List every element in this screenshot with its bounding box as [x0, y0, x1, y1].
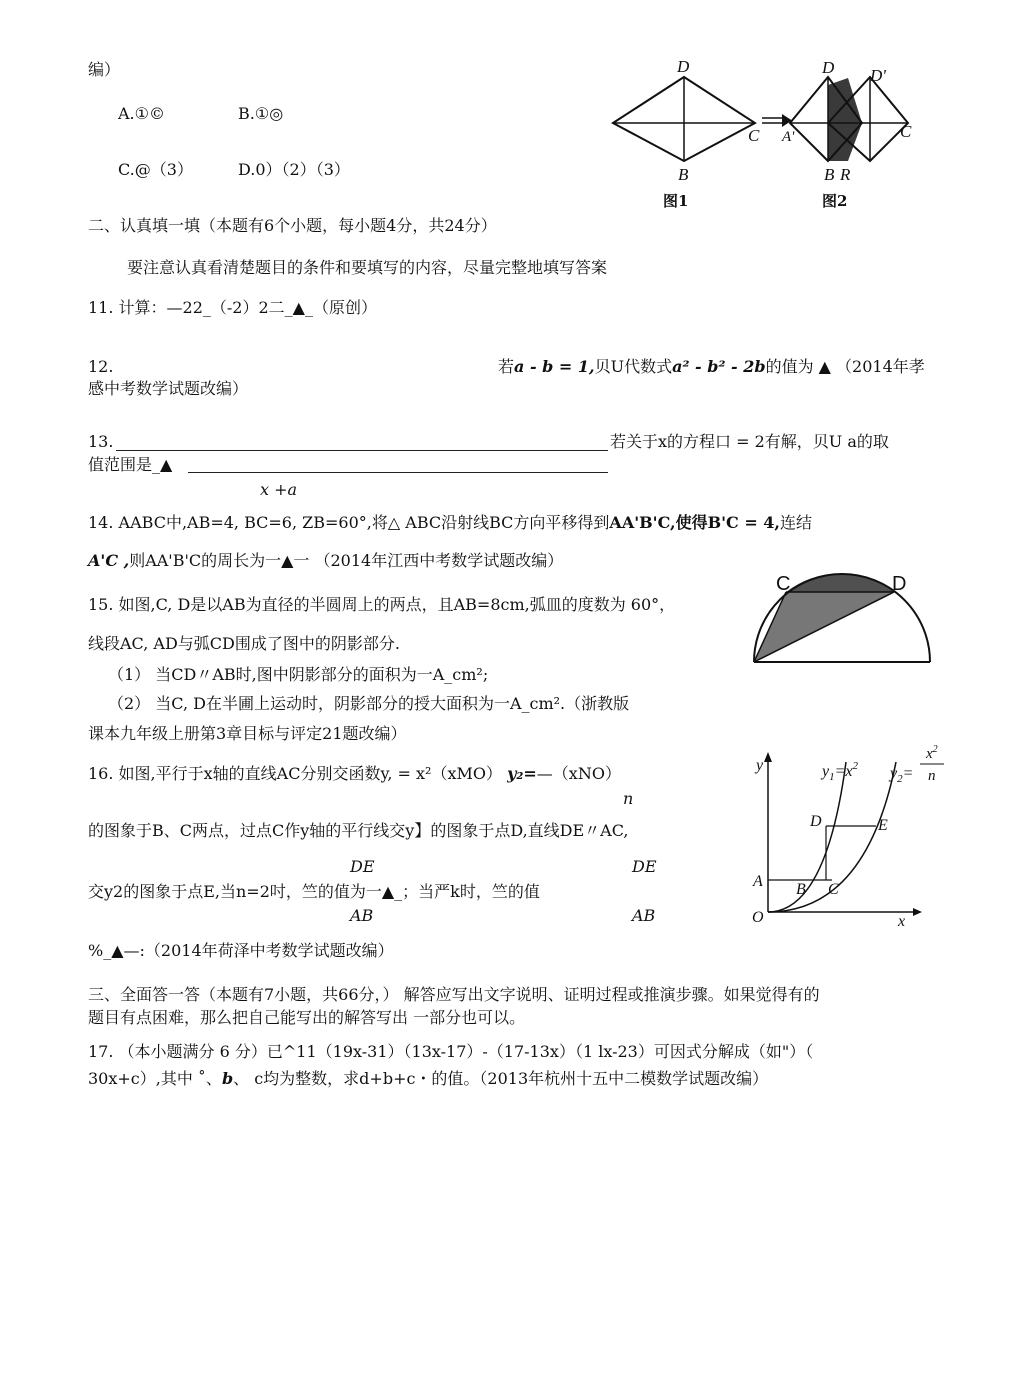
question-15-sub1: （1） 当CD〃AB时,图中阴影部分的面积为一A_cm²; [108, 665, 489, 684]
question-13-denominator: x +a [260, 480, 298, 499]
question-11: 11. 计算：—22_（-2）2二_▲_（原创） [88, 298, 377, 317]
question-15-line2: 线段AC, AD与弧CD围成了图中的阴影部分. [88, 634, 400, 653]
function-graph-figure [748, 740, 948, 930]
graph-label-x: x [898, 913, 906, 930]
semicircle-label-c: C [776, 573, 791, 595]
graph-label-e: E [878, 817, 888, 834]
question-17-line2: 30x+c）,其中 ˚、b、 c均为整数，求d+b+c・的值。（2013年杭州十五中二模数学试题改编） [88, 1069, 769, 1088]
question-16-frac1-num: DE [350, 857, 375, 876]
question-16-frac1-den: AB [350, 906, 374, 925]
question-12-number: 12. [88, 357, 114, 376]
fig2-label-r: R [840, 165, 851, 184]
graph-label-y2-denominator: n [928, 768, 936, 784]
option-a: A.①© [118, 104, 165, 123]
graph-label-c: C [828, 881, 839, 898]
fig2-label-d: D [822, 58, 835, 77]
question-16-n: n [623, 789, 634, 808]
question-12-line1: 若a - b = 1,贝U代数式a² - b² - 2b的值为 ▲ （2014年孝 [498, 357, 925, 376]
question-13-blank-line [116, 450, 608, 451]
question-15-sub2: （2） 当C, D在半圃上运动时，阴影部分的授大面积为一A_cm².（浙教版 [108, 694, 630, 713]
question-16-line3: 交y2的图象于点E,当n=2吋，竺的值为一▲_；当严k时，竺的值 [88, 882, 540, 901]
graph-label-o: O [752, 909, 764, 926]
section3-line2: 题目有点困难，那么把自己能写出的解答写出 一部分也可以。 [88, 1008, 526, 1027]
section2-instruction: 要注意认真看清楚题目的条件和要填写的内容，尽量完整地填写答案 [127, 258, 608, 277]
semicircle-figure [748, 572, 938, 672]
fig1-label-d: D [677, 57, 690, 76]
graph-label-a: A [753, 873, 763, 890]
question-16-frac2-den: AB [632, 906, 656, 925]
right-arrow-icon [762, 114, 792, 128]
fig2-label-c: C [900, 122, 912, 141]
graph-label-d: D [810, 813, 822, 830]
graph-label-y1: $y_1=x^2$ [822, 760, 859, 783]
figure-1-rhombus [600, 55, 770, 215]
question-15-line5: 课本九年级上册第3章目标与评定21题改编） [88, 724, 407, 743]
question-13-answer-line [188, 472, 608, 473]
question-12-line2: 感中考数学试题改编） [88, 379, 249, 398]
question-13-line1: 若关于x的方程口 = 2有解，贝U a的取 [610, 432, 889, 451]
fig2-label-b: B [824, 165, 835, 184]
graph-label-y2-numerator: $x^2$ [926, 744, 938, 762]
question-16-line2: 的图象于B、C两点，过点C作y轴的平行线交y】的图象于点D,直线DE〃AC, [88, 821, 629, 840]
section2-heading: 二、认真填一填（本题有6个小题，每小题4分，共24分） [88, 216, 497, 235]
fig2-caption: 图2 [822, 192, 848, 210]
fig1-caption: 图1 [663, 192, 689, 210]
question-14-line1: 14. AABC中,AB=4, BC=6, ZB=60°,将△ ABC沿射线BC方向平移得到AA'B'C,使得B'C = 4,连结 [88, 513, 813, 532]
fig1-label-b: B [678, 165, 689, 184]
top-fragment: 编） [88, 60, 121, 79]
question-16-line4: %_▲—:（2014年荷泽中考数学试题改编） [88, 941, 394, 960]
question-15-line1: 15. 如图,C, D是以AB为直径的半圆周上的两点，且AB=8cm,弧皿的度数为 60°， [88, 595, 676, 614]
option-c: C.@（3） [118, 160, 193, 179]
semicircle-label-d: D [892, 573, 907, 595]
graph-label-y: y [756, 757, 764, 774]
figure-2-translated-rhombus [782, 55, 930, 215]
graph-label-b: B [796, 881, 806, 898]
graph-label-y2: $y_2=$ [890, 765, 914, 785]
question-17-line1: 17. （本小题满分 6 分）已^11（19x-31）（13x-17）-（17-13x）（1 lx-23）可因式分解成（如"）（ [88, 1042, 814, 1061]
question-16-line1: 16. 如图,平行于x轴的直线AC分别交函数y, = x²（xMO） y₂=—（xNO） [88, 764, 621, 783]
fig1-label-c: C [748, 126, 760, 145]
fig2-label-d-prime: D' [870, 66, 886, 85]
question-14-line2: A'C ,则AA'B'C的周长为一▲一 （2014年江西中考数学试题改编） [88, 551, 564, 570]
question-13-number: 13. [88, 432, 114, 451]
option-d: D.0）（2）（3） [238, 160, 350, 179]
option-b: B.①◎ [238, 104, 284, 123]
question-16-frac2-num: DE [632, 857, 657, 876]
fig2-label-a-prime: A' [782, 129, 795, 145]
section3-line1: 三、全面答一答（本题有7小题，共66分，） 解答应写出文字说明、证明过程或推演步骤。如果觉得有的 [88, 985, 820, 1004]
question-13-line2: 值范围是_▲ [88, 455, 173, 474]
